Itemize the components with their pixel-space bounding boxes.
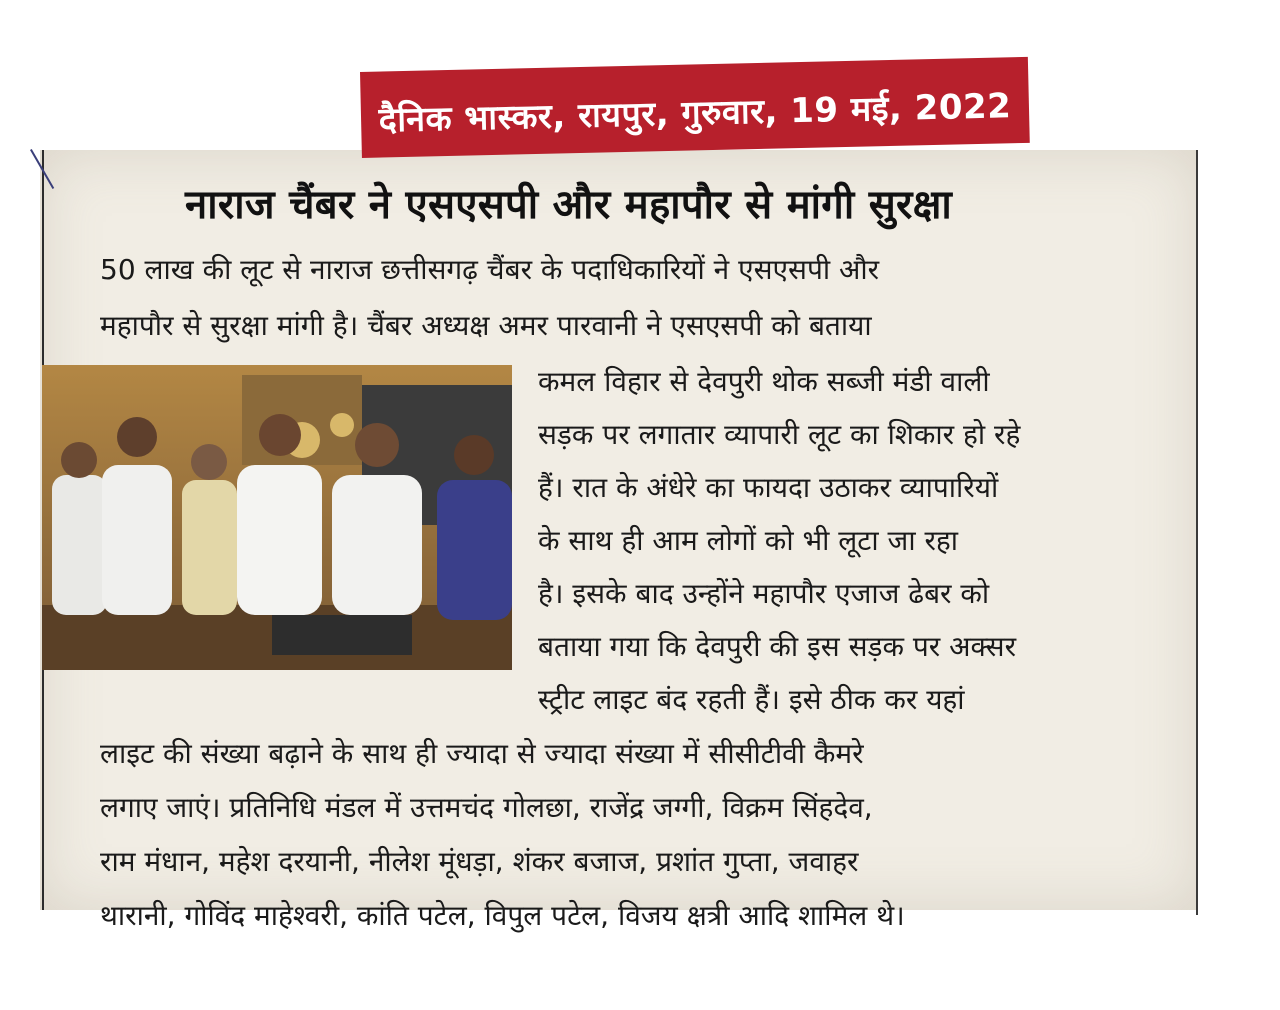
article-line: लाइट की संख्या बढ़ाने के साथ ही ज्यादा से ज्यादा संख्या में सीसीटीवी कैमरे: [100, 737, 864, 770]
article-line: थारानी, गोविंद माहेश्वरी, कांति पटेल, विपुल पटेल, विजय क्षत्री आदि शामिल थे।: [100, 899, 905, 932]
newspaper-masthead: [360, 57, 1030, 158]
article-line: लगाए जाएं। प्रतिनिधि मंडल में उत्तमचंद गोलछा, राजेंद्र जग्गी, विक्रम सिंहदेव,: [100, 791, 873, 824]
article-line: सड़क पर लगातार व्यापारी लूट का शिकार हो रहे: [538, 418, 1021, 451]
group-photo-icon: [42, 365, 512, 670]
article-line: बताया गया कि देवपुरी की इस सड़क पर अक्सर: [538, 630, 1017, 663]
clipping-right-edge: [1196, 150, 1198, 915]
group-photo: [42, 365, 512, 670]
article-line: कमल विहार से देवपुरी थोक सब्जी मंडी वाली: [538, 365, 990, 398]
article-line: स्ट्रीट लाइट बंद रहती हैं। इसे ठीक कर यहां: [538, 683, 965, 716]
article-line: राम मंधान, महेश दरयानी, नीलेश मूंधड़ा, शंकर बजाज, प्रशांत गुप्ता, जवाहर: [100, 845, 859, 878]
masthead-text: दैनिक भास्कर, रायपुर, गुरुवार, 19 मई, 2022: [378, 86, 1012, 141]
article-line: हैं। रात के अंधेरे का फायदा उठाकर व्यापारियों: [538, 471, 999, 504]
article-line: के साथ ही आम लोगों को भी लूटा जा रहा: [538, 524, 959, 557]
article-headline: नाराज चैंबर ने एसएसपी और महापौर से मांगी सुरक्षा: [185, 182, 953, 228]
article-line: है। इसके बाद उन्होंने महापौर एजाज ढेबर को: [538, 577, 990, 610]
article-line: 50 लाख की लूट से नाराज छत्तीसगढ़ चैंबर के पदाधिकारियों ने एसएसपी और: [100, 253, 880, 286]
article-line: महापौर से सुरक्षा मांगी है। चैंबर अध्यक्ष अमर पारवानी ने एसएसपी को बताया: [100, 309, 872, 342]
